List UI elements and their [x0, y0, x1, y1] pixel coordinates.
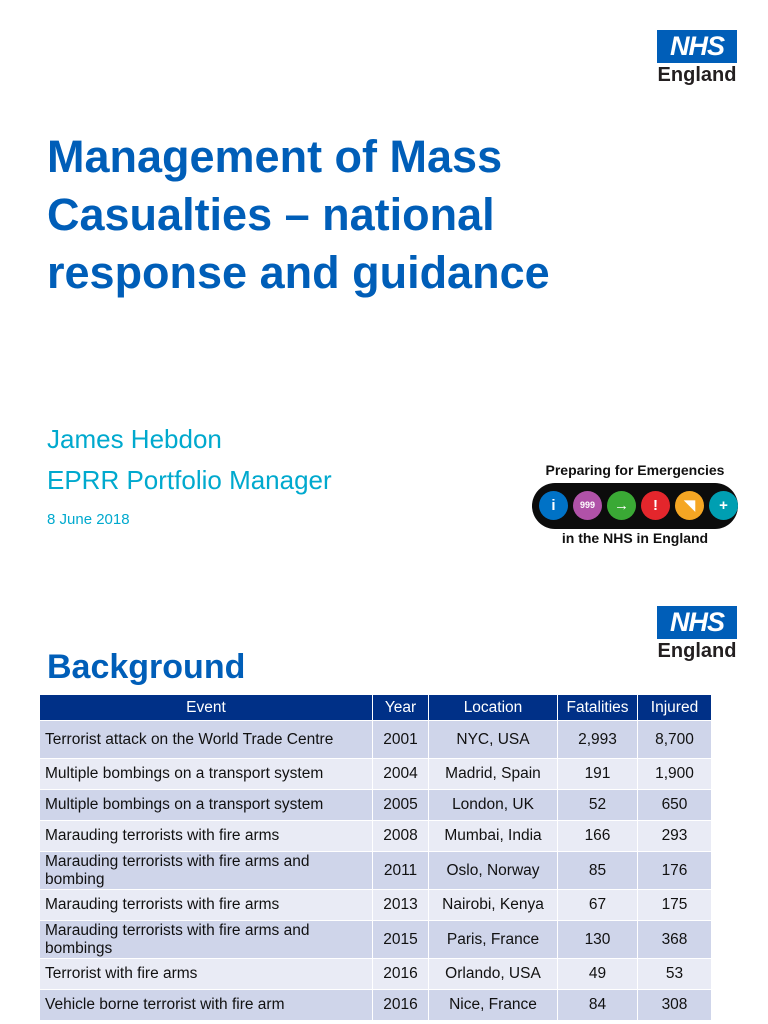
cell-fatalities: 85 [558, 852, 638, 890]
cell-event: Multiple bombings on a transport system [40, 759, 373, 790]
table-row [40, 921, 712, 959]
table-header-row [40, 695, 712, 721]
header-year: Year [373, 695, 429, 721]
table-row [40, 721, 712, 759]
plus-icon: + [709, 491, 738, 520]
cell-fatalities: 84 [558, 990, 638, 1021]
cell-injured: 8,700 [638, 721, 712, 759]
cell-injured: 1,900 [638, 759, 712, 790]
cell-location: Orlando, USA [429, 959, 558, 990]
badge-bottom-text: in the NHS in England [561, 530, 709, 546]
table-row [40, 990, 712, 1021]
events-table [39, 694, 712, 1021]
cell-year: 2008 [373, 821, 429, 852]
cell-injured: 53 [638, 959, 712, 990]
table-row [40, 959, 712, 990]
cell-location: London, UK [429, 790, 558, 821]
header-event: Event [40, 695, 373, 721]
cell-location: NYC, USA [429, 721, 558, 759]
cell-event: Vehicle borne terrorist with fire arm [40, 990, 373, 1021]
cell-injured: 176 [638, 852, 712, 890]
table-row [40, 852, 712, 890]
header-location: Location [429, 695, 558, 721]
nhs-england-logo [657, 606, 737, 663]
cell-year: 2005 [373, 790, 429, 821]
presenter-name: James Hebdon [47, 424, 222, 454]
cell-year: 2004 [373, 759, 429, 790]
cell-fatalities: 2,993 [558, 721, 638, 759]
gauge-icon: ◥ [675, 491, 704, 520]
cell-fatalities: 49 [558, 959, 638, 990]
cell-event: Terrorist attack on the World Trade Centre [40, 721, 373, 759]
presenter-role: EPRR Portfolio Manager [47, 465, 332, 495]
badge-top-text: Preparing for Emergencies [545, 462, 725, 478]
cell-event: Marauding terrorists with fire arms and bombing [40, 852, 373, 890]
arrow-right-icon: → [607, 491, 636, 520]
cell-fatalities: 67 [558, 890, 638, 921]
cell-fatalities: 52 [558, 790, 638, 821]
cell-event: Marauding terrorists with fire arms [40, 821, 373, 852]
cell-year: 2015 [373, 921, 429, 959]
cell-injured: 293 [638, 821, 712, 852]
cell-fatalities: 191 [558, 759, 638, 790]
background-title: Background [47, 648, 246, 686]
cell-year: 2011 [373, 852, 429, 890]
badge-icon-strip [532, 483, 738, 529]
cell-location: Paris, France [429, 921, 558, 959]
cell-event: Terrorist with fire arms [40, 959, 373, 990]
preparing-for-emergencies-badge [530, 462, 740, 550]
cell-location: Madrid, Spain [429, 759, 558, 790]
table-row [40, 790, 712, 821]
cell-location: Mumbai, India [429, 821, 558, 852]
cell-fatalities: 166 [558, 821, 638, 852]
presentation-date: 8 June 2018 [47, 511, 130, 528]
background-slide [0, 586, 768, 1024]
cell-year: 2001 [373, 721, 429, 759]
table-row [40, 759, 712, 790]
info-icon: i [539, 491, 568, 520]
nhs-logo-mark: NHS [657, 30, 737, 63]
alert-icon: ! [641, 491, 670, 520]
table-row [40, 821, 712, 852]
table-row [40, 890, 712, 921]
cell-year: 2016 [373, 990, 429, 1021]
cell-location: Oslo, Norway [429, 852, 558, 890]
nhs-logo-subtitle: England [657, 640, 737, 662]
phone-999-icon: 999 [573, 491, 602, 520]
cell-year: 2013 [373, 890, 429, 921]
cell-injured: 650 [638, 790, 712, 821]
header-injured: Injured [638, 695, 712, 721]
cell-injured: 368 [638, 921, 712, 959]
cell-year: 2016 [373, 959, 429, 990]
slide-title: Management of Mass Casualties – national response and guidance [47, 131, 550, 298]
cell-event: Marauding terrorists with fire arms [40, 890, 373, 921]
nhs-logo-mark: NHS [657, 606, 737, 639]
events-table-body [40, 721, 712, 1021]
nhs-logo-subtitle: England [657, 64, 737, 86]
cell-injured: 308 [638, 990, 712, 1021]
cell-fatalities: 130 [558, 921, 638, 959]
cell-location: Nairobi, Kenya [429, 890, 558, 921]
nhs-england-logo [657, 30, 737, 87]
cell-location: Nice, France [429, 990, 558, 1021]
cell-injured: 175 [638, 890, 712, 921]
cell-event: Multiple bombings on a transport system [40, 790, 373, 821]
cell-event: Marauding terrorists with fire arms and bombings [40, 921, 373, 959]
header-fatalities: Fatalities [558, 695, 638, 721]
